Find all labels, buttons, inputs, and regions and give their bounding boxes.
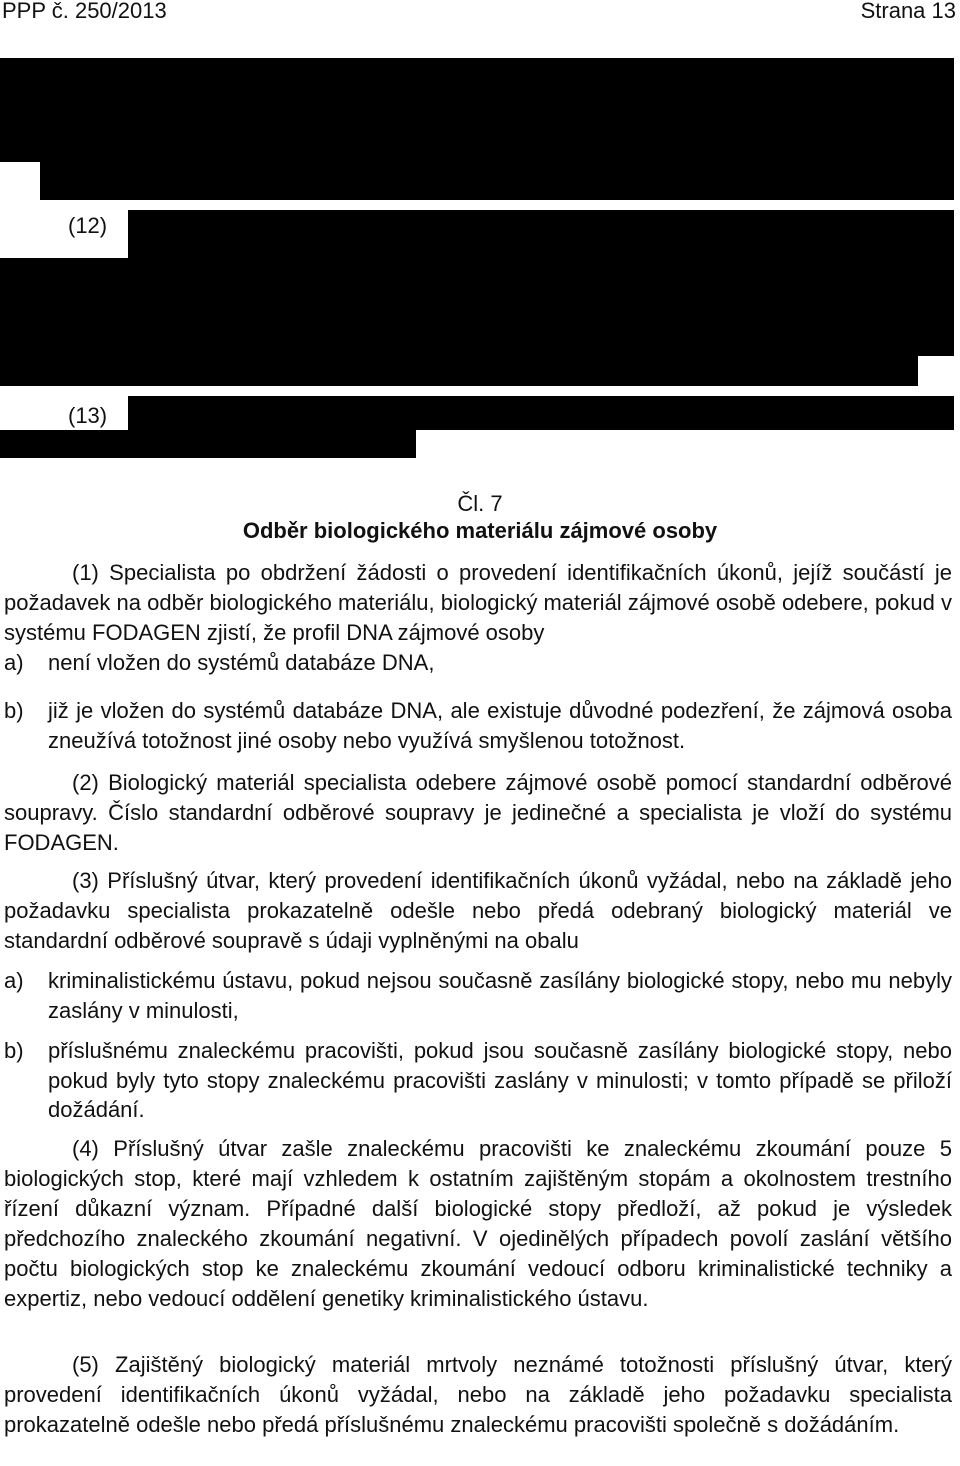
paragraph-4-text: (4) Příslušný útvar zašle znaleckému pracovišti ke znaleckému zkoumání pouze 5 biologických stop, které mají vzhledem k ostatním zajištěným stopám a okolnostem trestního řízení důkazní význam. Případné další biologické stopy předloží, až pokud je výsledek předchozího znaleckého zkoumání negativní. V ojedinělých případech povolí zaslání většího počtu biologických stop ke znaleckému zkoumání vedoucí odboru kriminalistické techniky a expertiz, nebo vedoucí oddělení genetiky kriminalistického ústavu. — [4, 1136, 952, 1311]
article-title: Odběr biologického materiálu zájmové osoby — [242, 518, 718, 543]
list-item-label: b) — [4, 1038, 24, 1063]
paragraph-4 — [4, 1134, 952, 1314]
list-item-label: b) — [4, 698, 24, 723]
page-header-document-id: PPP č. 250/2013 — [2, 0, 167, 23]
paragraph-3-text: (3) Příslušný útvar, který provedení identifikačních úkonů vyžádal, nebo na základě jeho požadavku specialista prokazatelně odešle nebo předá odebraný biologický materiál ve standardní odběrové soupravě s údaji vyplněnými na obalu — [4, 868, 952, 953]
paragraph-3 — [4, 866, 952, 956]
redaction-block — [128, 396, 954, 430]
paragraph-2 — [4, 768, 952, 858]
paragraph-2-text: (2) Biologický materiál specialista odebere zájmové osobě pomocí standardní odběrové soupravy. Číslo standardní odběrové soupravy je jedinečné a specialista je vloží do systému FODAGEN. — [4, 770, 952, 855]
page-number: Strana 13 — [860, 0, 956, 23]
list-item-label: a) — [4, 650, 24, 675]
paragraph-number-13: (13) — [68, 403, 108, 428]
redaction-block — [0, 58, 40, 162]
list-item-text: již je vložen do systémů databáze DNA, ale existuje důvodné podezření, že zájmová osoba zneužívá totožnost jiné osoby nebo využívá smyšlenou totožnost. — [48, 698, 952, 753]
list-item — [4, 648, 952, 678]
list-item-text: příslušnému znaleckému pracovišti, pokud jsou současně zasílány biologické stopy, nebo pokud byly tyto stopy znaleckému pracovišti zaslány v minulosti; v tomto případě se přiloží dožádání. — [48, 1038, 952, 1122]
redaction-block — [128, 210, 954, 258]
paragraph-5 — [4, 1350, 952, 1440]
paragraph-5-text: (5) Zajištěný biologický materiál mrtvoly neznámé totožnosti příslušný útvar, který provedení identifikačních úkonů vyžádal, nebo na základě jeho požadavku specialista prokazatelně odešle nebo předá příslušnému znaleckému pracovišti společně s dožádáním. — [4, 1352, 952, 1437]
paragraph-1-text: (1) Specialista po obdržení žádosti o provedení identifikačních úkonů, jejíž součástí je požadavek na odběr biologického materiálu, biologický materiál zájmové osobě odebere, pokud v systému FODAGEN zjistí, že profil DNA zájmové osoby — [4, 560, 952, 645]
redaction-block — [0, 356, 918, 386]
redaction-block — [40, 58, 954, 200]
list-item — [4, 696, 952, 755]
redaction-block — [0, 430, 416, 458]
paragraph-1 — [4, 558, 952, 648]
redaction-block — [0, 258, 954, 356]
list-item — [4, 1036, 952, 1125]
list-item-text: není vložen do systémů databáze DNA, — [48, 650, 435, 675]
paragraph-number-12: (12) — [68, 213, 108, 238]
article-number: Čl. 7 — [457, 491, 503, 516]
list-item — [4, 966, 952, 1025]
list-item-text: kriminalistickému ústavu, pokud nejsou současně zasílány biologické stopy, nebo mu nebyly zaslány v minulosti, — [48, 968, 952, 1023]
list-item-label: a) — [4, 968, 24, 993]
